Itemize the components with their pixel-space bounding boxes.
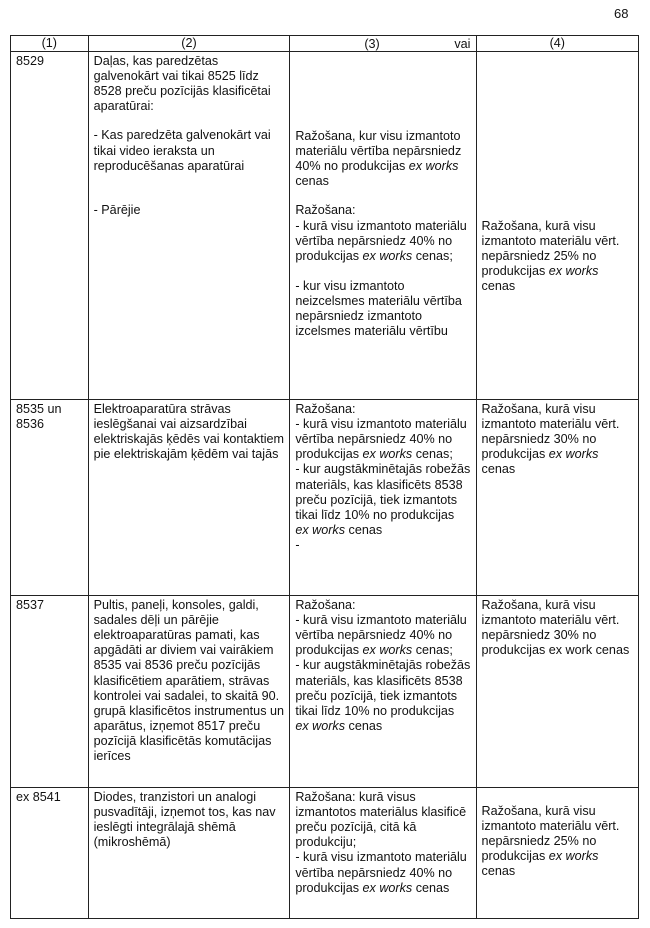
cell-description	[88, 52, 290, 400]
cell-code: 8529	[11, 52, 89, 400]
rule-alt: Ražošana, kurā visu izmantoto materiālu vērt. nepārsniedz 25% no produkcijas ex works cenas	[481, 219, 620, 294]
cell-rule-col4: Ražošana, kurā visu izmantoto materiālu vērt. nepārsniedz 25% no produkcijas ex works cenas	[476, 788, 638, 919]
rules-of-origin-table	[10, 35, 639, 919]
cell-rule-col4: Ražošana, kurā visu izmantoto materiālu vērt. nepārsniedz 30% no produkcijas ex work cenas	[476, 596, 638, 788]
header-col1: (1)	[11, 36, 89, 52]
header-col4: (4)	[476, 36, 638, 52]
cell-code: 8535 un 8536	[11, 400, 89, 596]
cell-description: Elektroaparatūra strāvas ieslēgšanai vai aizsardzībai elektriskajās ķēdēs vai kontaktiem pie elektriskajām ķēdēm vai tajās	[88, 400, 290, 596]
cell-rule-col4: Ražošana, kurā visu izmantoto materiālu vērt. nepārsniedz 30% no produkcijas ex works cenas	[476, 400, 638, 596]
description-video: - Kas paredzēta galvenokārt vai tikai video ieraksta un reproducēšanas aparatūrai	[93, 128, 271, 173]
cell-rule-col3: Ražošana: - kurā visu izmantoto materiālu vērtība nepārsniedz 40% no produkcijas ex works cenas; - kur augstākminētajās robežās materiāls, kas klasificēts 8538 preču pozīcijā, tiek izmantots tikai līdz 10% no produkcijas ex works cenas	[290, 596, 476, 788]
cell-rule-col3	[290, 52, 476, 400]
description-other: - Pārējie	[93, 202, 141, 217]
description-intro: Daļas, kas paredzētas galvenokārt vai tikai 8525 līdz 8528 preču pozīcijās klasificētai aparatūrai:	[93, 54, 271, 114]
table-row	[11, 52, 639, 400]
header-row	[11, 36, 639, 52]
header-col3	[290, 36, 476, 52]
page-number: 68	[614, 6, 629, 21]
table-row	[11, 596, 639, 788]
rule-other: Ražošana: - kurā visu izmantoto materiālu vērtība nepārsniedz 40% no produkcijas ex works cenas; - kur visu izmantoto neizcelsmes materiālu vērtība nepārsniedz izmantoto izcelsmes materiālu vērtību	[295, 203, 467, 339]
cell-rule-col3: Ražošana: kurā visus izmantotos materiālus klasificē preču pozīcijā, citā kā produkciju; - kurā visu izmantoto materiālu vērtība nepārsniedz 40% no produkcijas ex works cenas	[290, 788, 476, 919]
header-or-word: vai	[454, 37, 471, 51]
cell-code: 8537	[11, 596, 89, 788]
cell-description: Diodes, tranzistori un analogi pusvadītāji, izņemot tos, kas nav ieslēgti integrālajā shēmā (mikroshēmā)	[88, 788, 290, 919]
table-row	[11, 400, 639, 596]
cell-description: Pultis, paneļi, konsoles, galdi, sadales dēļi un pārējie elektroaparatūras pamati, kas apgādāti ar diviem vai vairākiem 8535 vai 8536 preču pozīcijās klasificētiem aparātiem, strāvas kontrolei vai sadalei, to skaitā 90. grupā klasificētos instrumentus un aparātus, izņemot 8517 preču pozīcijā klasificētās komutācijas ierīces	[88, 596, 290, 788]
table-row	[11, 788, 639, 919]
cell-code: ex 8541	[11, 788, 89, 919]
rule-video: Ražošana, kur visu izmantoto materiālu vērtība nepārsniedz 40% no produkcijas ex works cenas	[295, 129, 462, 189]
header-col3-label: (3)	[364, 37, 380, 51]
cell-rule-col4	[476, 52, 638, 400]
header-col2: (2)	[88, 36, 290, 52]
cell-rule-col3: Ražošana: - kurā visu izmantoto materiālu vērtība nepārsniedz 40% no produkcijas ex works cenas; - kur augstākminētajās robežās materiāls, kas klasificēts 8538 preču pozīcijā, tiek izmantots tikai līdz 10% no produkcijas ex works cenas -	[290, 400, 476, 596]
